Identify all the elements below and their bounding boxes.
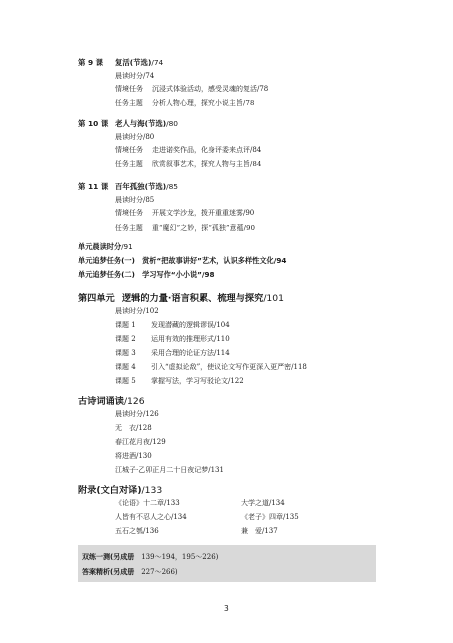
section-title: 附录(文白对译)	[78, 485, 142, 496]
unit-label: 第四单元	[78, 293, 115, 304]
topic-label: 课题 1	[115, 321, 136, 329]
lesson-10-reading[interactable]: 晨读时分/80	[115, 133, 155, 141]
poetry-heading[interactable]	[78, 393, 145, 407]
poetry-item[interactable]: 将进酒/130	[115, 452, 152, 460]
topic-text: 发现潜藏的逻辑谬误/104	[151, 321, 230, 329]
entry-text: 学习写作“小小说”/98	[142, 270, 215, 279]
task-label: 任务主题	[115, 160, 143, 168]
appendix-item[interactable]: 人皆有不忍人之心/134	[115, 513, 187, 521]
practice-entry[interactable]	[82, 552, 218, 562]
lesson-number: 第 9 课	[78, 58, 104, 67]
situation-text: 开展文学沙龙，拨开重重迷雾/90	[152, 209, 255, 217]
unit-title: 逻辑的力量·语言积累、梳理与探究	[122, 293, 264, 304]
section-page: /133	[141, 485, 163, 496]
task-text: 欣赏叙事艺术，探究人物与主旨/84	[152, 160, 262, 168]
task-label: 任务主题	[115, 99, 143, 107]
unit-reading-entry[interactable]	[78, 242, 133, 252]
lesson-10-heading[interactable]	[78, 118, 178, 129]
page-number: 3	[224, 604, 229, 613]
appendix-item[interactable]: 《老子》四章/135	[241, 513, 299, 521]
unit-4-heading[interactable]	[78, 290, 284, 304]
poetry-item[interactable]: 春江花月夜/129	[115, 438, 166, 446]
lesson-11-reading[interactable]: 晨读时分/85	[115, 196, 155, 204]
task-text: 分析人物心理，探究小说主旨/78	[152, 99, 255, 107]
entry-pages: 227～266)	[141, 568, 178, 576]
lesson-11-heading[interactable]	[78, 181, 178, 192]
topic-5[interactable]	[115, 376, 244, 386]
unit-4-reading[interactable]: 晨读时分/102	[115, 307, 159, 315]
entry-label: 单元晨读时分	[78, 242, 122, 251]
lesson-page: /85	[166, 182, 179, 191]
poetry-item[interactable]: 江城子·乙卯正月二十日夜记梦/131	[115, 466, 224, 474]
topic-text: 引入“虚拟论敌”，使议论文写作更深入更严密/118	[151, 363, 307, 371]
topic-label: 课题 3	[115, 349, 136, 357]
task-label: 任务主题	[115, 224, 143, 232]
lesson-10-situation[interactable]	[115, 145, 261, 155]
appendix-item[interactable]: 五石之瓠/136	[115, 527, 159, 535]
topic-2[interactable]	[115, 334, 230, 344]
lesson-11-situation[interactable]	[115, 208, 254, 218]
topic-label: 课题 4	[115, 363, 136, 371]
lesson-9-reading[interactable]: 晨读时分/74	[115, 72, 155, 80]
entry-label: 答案精析(另成册	[82, 568, 135, 576]
entry-pages: 139～194，195～226)	[141, 553, 219, 561]
lesson-10-task[interactable]	[115, 158, 262, 168]
appendix-item[interactable]: 兼 爱/137	[241, 527, 278, 535]
lesson-title: 百年孤独(节选)	[115, 182, 167, 191]
section-title: 古诗词诵读	[78, 396, 124, 407]
lesson-11-task[interactable]	[115, 222, 255, 232]
situation-label: 情境任务	[115, 146, 143, 154]
unit-page: /101	[263, 293, 284, 304]
poetry-item[interactable]: 晨读时分/126	[115, 410, 159, 418]
topic-4[interactable]	[115, 362, 307, 372]
unit-task-2-entry[interactable]	[78, 270, 214, 280]
task-text: 重“魔幻”之妙，探“孤独”意蕴/90	[152, 224, 256, 232]
topic-1[interactable]	[115, 320, 230, 330]
lesson-title: 复活(节选)	[115, 58, 152, 67]
section-page: /126	[123, 396, 145, 407]
entry-label: 双练一测(另成册	[82, 553, 135, 561]
topic-label: 课题 2	[115, 335, 136, 343]
lesson-page: /80	[166, 119, 179, 128]
lesson-9-situation[interactable]	[115, 84, 268, 94]
lesson-9-task[interactable]	[115, 97, 255, 107]
entry-page: /91	[121, 242, 133, 251]
entry-label: 单元追梦任务(一)	[78, 256, 135, 265]
topic-label: 课题 5	[115, 377, 136, 385]
situation-text: 沉浸式体验活动，感受灵魂的复活/78	[152, 85, 269, 93]
topic-3[interactable]	[115, 348, 230, 358]
situation-text: 走进诺奖作品，化身评委来点评/84	[152, 146, 262, 154]
appendix-heading[interactable]	[78, 482, 162, 496]
lesson-number: 第 11 课	[78, 182, 109, 191]
lesson-number: 第 10 课	[78, 119, 109, 128]
situation-label: 情境任务	[115, 85, 143, 93]
poetry-item[interactable]: 无 衣/128	[115, 424, 152, 432]
unit-task-1-entry[interactable]	[78, 256, 286, 266]
entry-text: 赏析“把故事讲好”艺术，认识多样性文化/94	[142, 256, 287, 265]
entry-label: 单元追梦任务(二)	[78, 270, 135, 279]
appendix-item[interactable]: 《论语》十二章/133	[115, 499, 180, 507]
topic-text: 运用有效的推理形式/110	[151, 335, 230, 343]
topic-text: 掌握写法，学习写驳论文/122	[151, 377, 244, 385]
situation-label: 情境任务	[115, 209, 143, 217]
lesson-9-heading[interactable]	[78, 57, 163, 68]
appendix-item[interactable]: 大学之道/134	[241, 499, 285, 507]
lesson-title: 老人与海(节选)	[115, 119, 167, 128]
answers-entry[interactable]	[82, 567, 178, 577]
lesson-page: /74	[151, 58, 164, 67]
topic-text: 采用合理的论证方法/114	[151, 349, 230, 357]
